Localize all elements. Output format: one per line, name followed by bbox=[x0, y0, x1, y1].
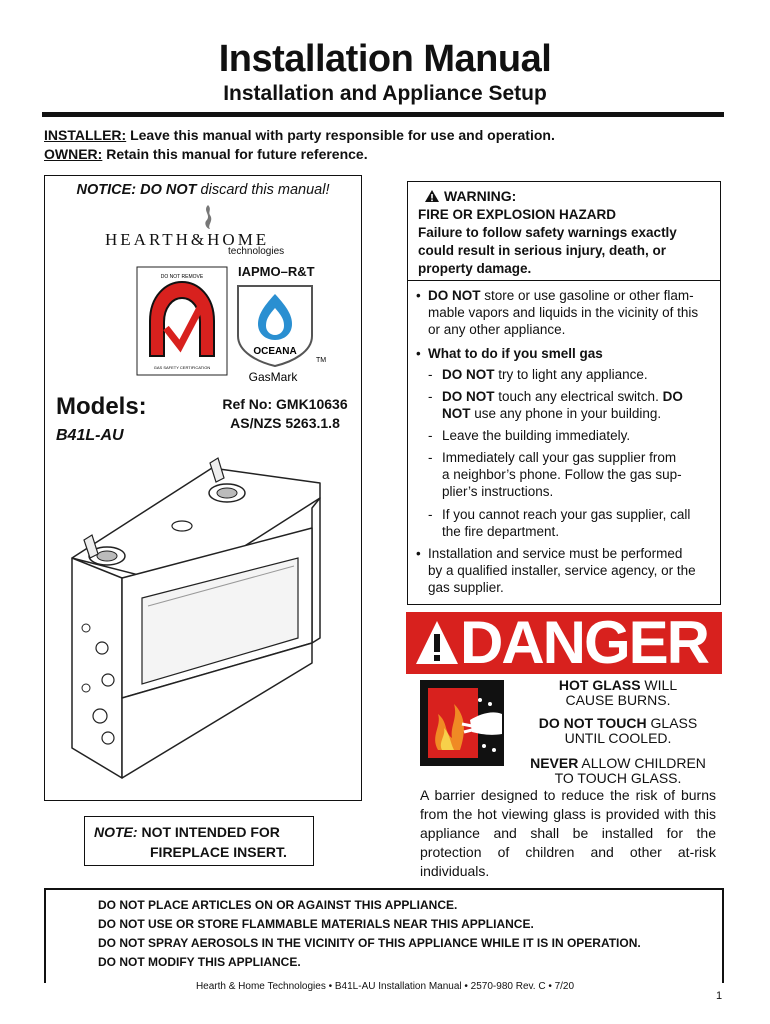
installer-instruction: INSTALLER: Leave this manual with party responsible for use and operation. bbox=[44, 127, 555, 143]
notice-text: NOTICE: DO NOT discard this manual! bbox=[76, 182, 330, 198]
note-text: NOTE: NOT INTENDED FOR FIREPLACE INSERT. bbox=[94, 824, 287, 860]
brand-logo: HEARTH&HOME bbox=[105, 230, 270, 249]
header-rule bbox=[42, 112, 724, 117]
bottom-warning-border-left bbox=[44, 888, 46, 983]
models-label: Models: bbox=[56, 393, 147, 420]
cert-bottom-text: GAS SAFETY CERTIFICATION bbox=[153, 365, 211, 370]
tm-label: TM bbox=[316, 357, 327, 364]
warning-line: property damage. bbox=[418, 261, 532, 276]
page-number: 1 bbox=[716, 990, 723, 1002]
warning-triangle-icon bbox=[424, 189, 440, 203]
barrier-text: A barrier designed to reduce the risk of burns from the hot viewing glass is provided with this appliance and shall be installed for the protection of children and other at-risk individuals. bbox=[420, 787, 716, 879]
owner-instruction: OWNER: Retain this manual for future reference. bbox=[44, 146, 368, 162]
oceana-gasmark-logo bbox=[232, 280, 332, 386]
bottom-warning-item: DO NOT SPRAY AEROSOLS IN THE VICINITY OF THIS APPLIANCE WHILE IT IS IN OPERATION. bbox=[98, 936, 641, 950]
bottom-warning-item: DO NOT PLACE ARTICLES ON OR AGAINST THIS APPLIANCE. bbox=[98, 898, 458, 912]
page-subtitle: Installation and Appliance Setup bbox=[223, 82, 547, 105]
danger-title: DANGER bbox=[460, 609, 709, 676]
bottom-warning-rule bbox=[44, 888, 724, 890]
footer-text: Hearth & Home Technologies • B41L-AU Installation Manual • 2570-980 Rev. C • 7/20 bbox=[195, 981, 575, 992]
cert-top-text: DO NOT REMOVE bbox=[160, 274, 204, 280]
bottom-warning-item: DO NOT USE OR STORE FLAMMABLE MATERIALS NEAR THIS APPLIANCE. bbox=[98, 917, 534, 931]
warning-heading: WARNING: bbox=[444, 188, 517, 204]
oceana-label: OCEANA bbox=[253, 346, 297, 357]
iapmo-label: IAPMO–R&T bbox=[238, 264, 315, 279]
hot-glass-hand-icon bbox=[420, 680, 504, 766]
hot-glass-warning: HOT GLASS WILL CAUSE BURNS. bbox=[558, 677, 678, 708]
warning-hazard: FIRE OR EXPLOSION HAZARD bbox=[418, 207, 617, 222]
warning-line: Failure to follow safety warnings exactly bbox=[418, 225, 677, 240]
brand-subtitle: technologies bbox=[228, 246, 285, 257]
warning-body: • DO NOT store or use gasoline or other flam- mable vapors and liquids in the vicinity of this or any other appliance. • What to do if you smell gas - DO NOT try to light any appliance. - DO NOT touch any electrical switch. DO NOT use any phone in your building. - Leave the building immediately. - Immediately call your gas supplier from a neighbor’s phone. Follow the gas sup- plier’s instructions. - If you cannot reach your gas supplier, call the fire department. • Installation and service must be performed by a qualified installer, service agency, or the gas supplier. bbox=[416, 288, 699, 595]
brand-flame-icon bbox=[198, 203, 218, 231]
model-number: B41L-AU bbox=[56, 427, 124, 444]
danger-exclamation-icon bbox=[414, 618, 460, 668]
fireplace-illustration bbox=[62, 448, 334, 788]
gas-safety-certification-logo bbox=[136, 266, 228, 376]
reference-info: Ref No: GMK10636 AS/NZS 5263.1.8 bbox=[222, 396, 348, 431]
warning-line: could result in serious injury, death, or bbox=[418, 243, 667, 258]
do-not-touch-warning: DO NOT TOUCH GLASS UNTIL COOLED. bbox=[538, 715, 698, 746]
page-title: Installation Manual bbox=[218, 38, 552, 80]
bottom-warning-item: DO NOT MODIFY THIS APPLIANCE. bbox=[98, 955, 301, 969]
children-warning: NEVER ALLOW CHILDREN TO TOUCH GLASS. bbox=[530, 755, 706, 786]
gasmark-label: GasMark bbox=[248, 370, 298, 384]
bottom-warning-border-right bbox=[722, 888, 724, 983]
